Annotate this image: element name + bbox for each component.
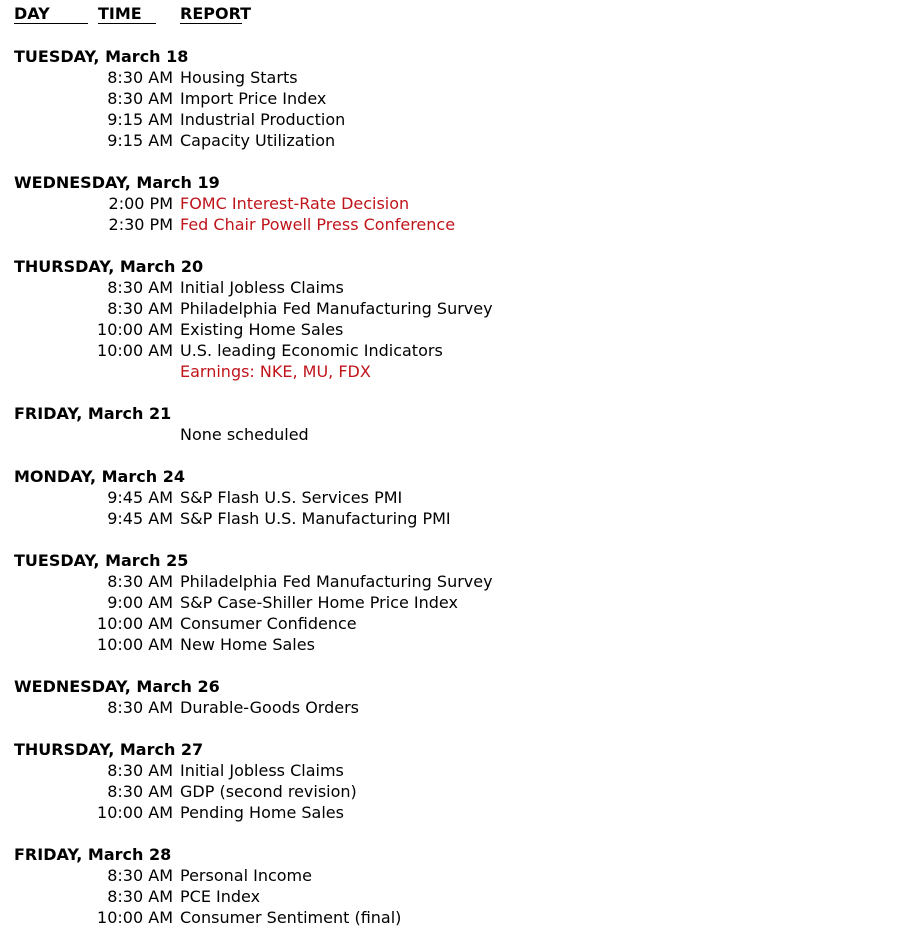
event-time: 8:30 AM	[107, 887, 173, 906]
event-time: 9:00 AM	[107, 593, 173, 612]
day-sections	[14, 46, 884, 928]
day-title: THURSDAY, March 20	[14, 257, 204, 276]
event-row	[14, 193, 884, 214]
event-report: Durable-Goods Orders	[180, 698, 360, 717]
event-row	[14, 781, 884, 802]
event-report: Fed Chair Powell Press Conference	[180, 215, 456, 234]
event-row	[14, 865, 884, 886]
event-row	[14, 634, 884, 655]
day-title: TUESDAY, March 18	[14, 47, 189, 66]
event-row	[14, 571, 884, 592]
event-time: 10:00 AM	[97, 803, 173, 822]
event-report: Pending Home Sales	[180, 803, 344, 822]
day-title: MONDAY, March 24	[14, 467, 185, 486]
event-time: 10:00 AM	[97, 635, 173, 654]
event-report: Existing Home Sales	[180, 320, 344, 339]
event-row	[14, 697, 884, 718]
event-row	[14, 130, 884, 151]
day-title: THURSDAY, March 27	[14, 740, 204, 759]
event-report: New Home Sales	[180, 635, 315, 654]
event-time: 10:00 AM	[97, 320, 173, 339]
event-time: 8:30 AM	[107, 68, 173, 87]
event-report: FOMC Interest-Rate Decision	[180, 194, 410, 213]
event-row	[14, 67, 884, 88]
event-report: S&P Flash U.S. Services PMI	[180, 488, 403, 507]
event-row	[14, 592, 884, 613]
event-time: 9:15 AM	[107, 110, 173, 129]
day-title: WEDNESDAY, March 19	[14, 173, 220, 192]
event-row	[14, 298, 884, 319]
event-row	[14, 88, 884, 109]
event-row	[14, 214, 884, 235]
event-row	[14, 340, 884, 361]
event-row	[14, 109, 884, 130]
event-report: Philadelphia Fed Manufacturing Survey	[180, 299, 493, 318]
event-report: U.S. leading Economic Indicators	[180, 341, 443, 360]
event-report: S&P Flash U.S. Manufacturing PMI	[180, 509, 451, 528]
event-time: 10:00 AM	[97, 908, 173, 927]
event-time: 8:30 AM	[107, 761, 173, 780]
event-report: PCE Index	[180, 887, 261, 906]
economic-calendar	[14, 4, 884, 928]
event-report: Industrial Production	[180, 110, 346, 129]
event-time: 8:30 AM	[107, 278, 173, 297]
event-time: 8:30 AM	[107, 698, 173, 717]
event-report: Philadelphia Fed Manufacturing Survey	[180, 572, 493, 591]
event-time: 9:45 AM	[107, 488, 173, 507]
day-section	[14, 739, 884, 823]
event-report: S&P Case-Shiller Home Price Index	[180, 593, 458, 612]
column-header-row	[14, 4, 884, 25]
day-section	[14, 676, 884, 718]
event-report: Initial Jobless Claims	[180, 761, 344, 780]
event-row	[14, 361, 884, 382]
day-section	[14, 403, 884, 445]
day-title: TUESDAY, March 25	[14, 551, 189, 570]
event-time: 10:00 AM	[97, 614, 173, 633]
column-header-time: TIME	[98, 4, 156, 24]
event-time: 8:30 AM	[107, 866, 173, 885]
day-section	[14, 256, 884, 382]
column-header-report: REPORT	[180, 4, 252, 23]
event-row	[14, 613, 884, 634]
event-report: Consumer Confidence	[180, 614, 357, 633]
event-report: Import Price Index	[180, 89, 327, 108]
event-row	[14, 319, 884, 340]
event-row	[14, 802, 884, 823]
event-time: 8:30 AM	[107, 299, 173, 318]
day-title: FRIDAY, March 28	[14, 845, 172, 864]
event-row	[14, 907, 884, 928]
event-report: GDP (second revision)	[180, 782, 357, 801]
event-report: Capacity Utilization	[180, 131, 336, 150]
event-row	[14, 508, 884, 529]
event-row	[14, 760, 884, 781]
day-title: FRIDAY, March 21	[14, 404, 172, 423]
event-report: Earnings: NKE, MU, FDX	[180, 362, 371, 381]
event-report: Housing Starts	[180, 68, 298, 87]
event-time: 9:15 AM	[107, 131, 173, 150]
event-time: 9:45 AM	[107, 509, 173, 528]
event-time: 10:00 AM	[97, 341, 173, 360]
day-section	[14, 172, 884, 235]
event-report: Consumer Sentiment (final)	[180, 908, 402, 927]
day-section	[14, 550, 884, 655]
day-section	[14, 46, 884, 151]
event-time: 2:00 PM	[108, 194, 173, 213]
event-row	[14, 424, 884, 445]
event-time: 8:30 AM	[107, 572, 173, 591]
event-time: 2:30 PM	[108, 215, 173, 234]
event-report: None scheduled	[180, 425, 309, 444]
column-header-day: DAY	[14, 4, 88, 24]
event-row	[14, 487, 884, 508]
event-time: 8:30 AM	[107, 782, 173, 801]
day-section	[14, 466, 884, 529]
event-report: Personal Income	[180, 866, 312, 885]
event-row	[14, 277, 884, 298]
day-title: WEDNESDAY, March 26	[14, 677, 220, 696]
event-row	[14, 886, 884, 907]
event-report: Initial Jobless Claims	[180, 278, 344, 297]
event-time: 8:30 AM	[107, 89, 173, 108]
day-section	[14, 844, 884, 928]
